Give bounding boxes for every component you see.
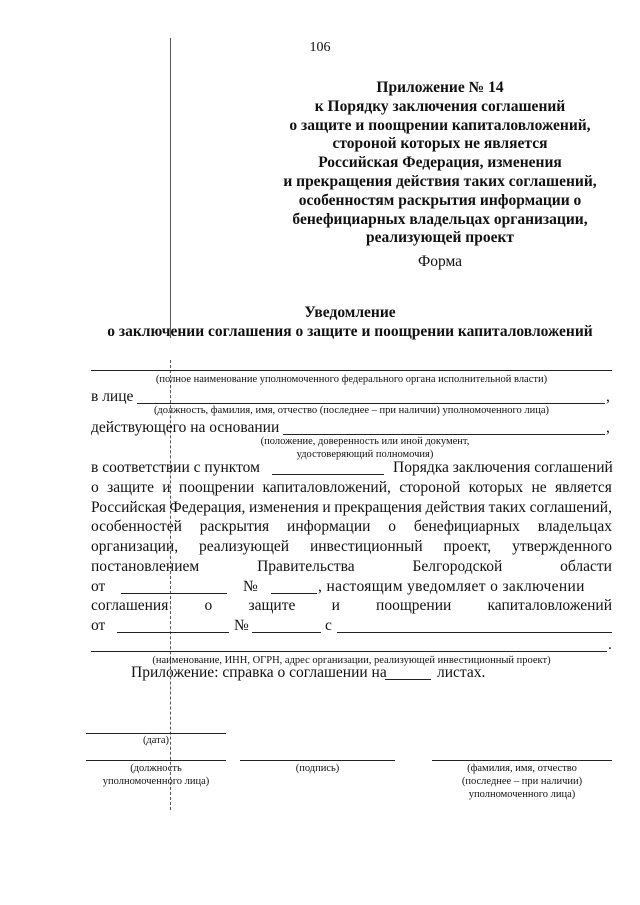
in-person-label: в лице: [91, 388, 134, 405]
word: прекращения: [334, 499, 422, 516]
document-title: [0, 303, 640, 341]
word: поощрении: [178, 479, 255, 496]
form-label: Форма: [417, 253, 463, 270]
word: таких: [488, 499, 526, 516]
caption-position: (должность, фамилия, имя, отчество (последнее – при наличии) уполномоченного лица): [153, 405, 550, 416]
word: поощрении: [376, 597, 452, 614]
word: владельцах: [537, 518, 612, 535]
attachment-text: Приложение: справка о соглашении на: [131, 664, 387, 681]
appendix-line: Приложение № 14: [376, 79, 504, 96]
word: стороной: [399, 479, 461, 496]
word: области: [560, 558, 612, 575]
word: не: [531, 479, 547, 496]
position-sig-field[interactable]: [86, 760, 226, 761]
word: информации: [287, 518, 371, 535]
agreement-date-field[interactable]: [117, 632, 229, 633]
paragraph-text: Порядка заключения соглашений: [393, 459, 613, 476]
number-label: №: [234, 617, 249, 634]
caption-authority: (полное наименование уполномоченного федерального органа исполнительной власти): [155, 374, 548, 385]
caption-document: удостоверяющий полномочия): [296, 449, 434, 460]
appendix-line: к Порядку заключения соглашений: [314, 97, 566, 115]
title-line: Уведомление: [304, 304, 396, 321]
word: Белгородской: [412, 558, 503, 575]
word: о: [388, 518, 397, 535]
date-field[interactable]: [86, 733, 226, 734]
paragraph-row: [91, 597, 612, 615]
caption-full-name: (последнее – при наличии): [461, 776, 583, 787]
paragraph-row: [91, 558, 612, 576]
caption-position-sig: уполномоченного лица): [102, 776, 210, 787]
appendix-line: о защите и поощрении капиталовложений,: [289, 116, 591, 134]
paragraph-row: [91, 538, 612, 556]
agreement-party-field[interactable]: [337, 632, 612, 633]
period: .: [608, 636, 612, 653]
attachment-text: листах.: [437, 664, 486, 681]
appendix-line: и прекращения действия таких соглашений,: [283, 172, 597, 190]
word: постановлением: [91, 558, 200, 575]
word: которых: [468, 479, 524, 496]
caption-position-sig: (должность: [130, 763, 182, 774]
word: реализующей: [198, 538, 290, 555]
word: и: [322, 499, 331, 516]
from-label: от: [91, 578, 106, 595]
in-person-field[interactable]: [137, 403, 605, 404]
margin-line: [170, 38, 171, 338]
word: бенефициарных: [413, 518, 520, 535]
caption-signature: (подпись): [295, 763, 340, 774]
agreement-number-field[interactable]: [252, 632, 321, 633]
word: Российская: [91, 499, 166, 516]
word: изменения: [249, 499, 319, 516]
word: о: [91, 479, 99, 496]
word: капиталовложений: [487, 597, 612, 614]
word: утвержденного: [512, 538, 612, 555]
word: является: [554, 479, 612, 496]
word: действия: [425, 499, 485, 516]
word: о: [204, 597, 213, 614]
resolution-number-field[interactable]: [271, 593, 317, 594]
word: раскрытия: [199, 518, 270, 535]
caption-document: (положение, доверенность или иной документ,: [260, 436, 470, 447]
appendix-header: [255, 79, 625, 248]
full-name-field[interactable]: [432, 760, 612, 761]
word: инвестиционный: [309, 538, 423, 555]
basis-field[interactable]: [283, 434, 605, 435]
number-label: №: [243, 578, 258, 595]
appendix-line: особенностям раскрытия информации о: [298, 191, 582, 209]
authority-field[interactable]: [91, 370, 612, 371]
word: организации,: [91, 538, 179, 555]
caption-date: (дата): [142, 735, 170, 746]
word: защите: [107, 479, 154, 496]
word: особенностей: [91, 518, 182, 535]
page-number: 106: [309, 40, 331, 55]
paragraph-row: [91, 479, 612, 497]
caption-full-name: уполномоченного лица): [468, 789, 576, 800]
organization-field[interactable]: [91, 651, 607, 652]
appendix-line: Российская Федерация, изменения: [318, 154, 562, 172]
resolution-date-field[interactable]: [121, 593, 227, 594]
word: капиталовложений,: [262, 479, 391, 496]
comma: ,: [606, 388, 610, 405]
title-line: о заключении соглашения о защите и поощрении капиталовложений: [107, 323, 593, 340]
signature-field[interactable]: [240, 760, 395, 761]
appendix-line: реализующей проект: [365, 229, 514, 247]
paragraph-row: [91, 499, 612, 517]
word: проект,: [443, 538, 492, 555]
caption-organization: (наименование, ИНН, ОГРН, адрес организации, реализующей инвестиционный проект): [152, 655, 551, 666]
caption-full-name: (фамилия, имя, отчество: [467, 763, 577, 774]
word: Правительства: [257, 558, 355, 575]
word: соглашений,: [529, 499, 612, 516]
from-label: от: [91, 617, 106, 634]
word: и: [331, 597, 340, 614]
clause-number-field[interactable]: [272, 474, 384, 475]
paragraph-row: [91, 518, 612, 536]
word: соглашения: [91, 597, 169, 614]
acting-basis-label: действующего на основании: [91, 419, 280, 436]
paragraph-text: в соответствии с пунктом: [91, 459, 260, 476]
paragraph-text: , настоящим уведомляет о заключении: [318, 578, 585, 595]
attachment-sheets-field[interactable]: [385, 679, 431, 680]
word: Федерация,: [169, 499, 246, 516]
appendix-line: стороной которых не является: [332, 135, 548, 153]
with-label: с: [325, 617, 332, 634]
word: и: [162, 479, 171, 496]
word: защите: [248, 597, 296, 614]
comma: ,: [606, 419, 610, 436]
appendix-line: бенефициарных владельцах организации,: [292, 210, 588, 228]
